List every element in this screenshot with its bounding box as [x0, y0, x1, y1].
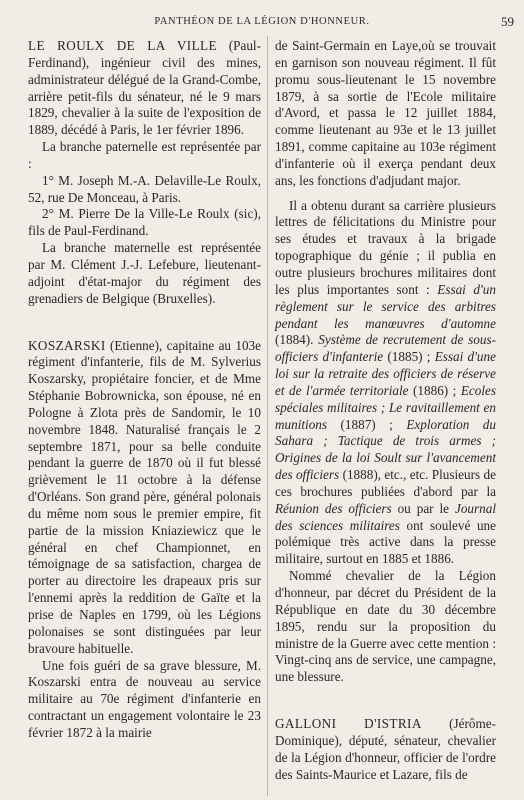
text: (1885) ; — [383, 349, 435, 365]
work-title: Ecoles spéciales militaires ; Le ravitaillement en munitions — [275, 382, 496, 432]
paragraph: Nommé chevalier de la Légion d'honneur, par décret du Président de la République en date du 30 décembre 1895, rendu sur la proposition du ministre de la Guerre avec cette mention : Vingt-cinq ans de service, une campagne, une blessure. — [275, 568, 496, 685]
text: Il a obtenu durant sa carrière plusieurs lettres de félicitations du Ministre pour ses études et travaux à la brigade topographique du génie ; il publia en outre plusieurs brochures militaires dont les plus importantes sont : — [275, 197, 496, 297]
journal-title: Réunion des officiers — [275, 500, 392, 516]
entry-name: LE ROULX DE LA VILLE — [28, 38, 217, 53]
work-title: Système de recrutement de sous-officiers d'infanterie — [275, 332, 496, 365]
paragraph: La branche paternelle est représentée par : — [28, 139, 261, 171]
entry-text: (Paul-Ferdinand), ingénieur civil des mines, administrateur délégué de la Grand-Combe, arrière petit-fils du sénateur, né le 9 mars 1829, chevalier à la suite de l'exposition de 1889, décédé à Paris, le 1er février 1896. — [28, 38, 261, 138]
running-title: PANTHÉON DE LA LÉGION D'HONNEUR. — [154, 16, 370, 27]
paragraph-publications — [275, 198, 496, 569]
entry-galloni — [275, 716, 496, 783]
entry-leroux — [28, 38, 261, 139]
work-title: Exploration du Sahara ; Tactique de trois armes ; Origines de la loi Soult sur l'avancement des officiers — [275, 416, 496, 483]
text: (1884). — [275, 332, 319, 348]
paragraph: de Saint-Germain en Laye,où se trouvait en garnison son nouveau régiment. Il fût promu sous-lieutenant le 15 novembre 1879, à sa sortie de l'Ecole militaire d'Avord, et passa le 12 juillet 1884, comme lieutenant au 93e et le 13 juillet 1891, comme capitaine au 103e régiment d'infanterie où il exerça pendant deux ans, les fonctions d'adjudant major. — [275, 38, 496, 188]
entry-text: (Etienne), capitaine au 103e régiment d'infanterie, fils de M. Sylverius Koszarsky, propiétaire foncier, et de Mme Stéphanie Bobrownicka, son épouse, né en Pologne à Zlota près de Sandomir, le 10 novembre 1848. Naturalisé français le 2 septembre 1871, pour sa belle conduite pendant la guerre de 1870 où il fut blessé grièvement le 11 octobre à la défense d'Orléans. Son grand père, général polonais du même nom sous le premier empire, fit partie de la mission Kniaziewicz que le général en chef Championnet, en témoignage de sa satisfaction, chargea de porter au directoire les drapeaux pris sur l'ennemi après la reddition de Gaïte et la prise de Naples en 1799, où les Légions polonaises se sont distinguées par leur bravoure habituelle. — [28, 337, 261, 656]
right-column — [275, 38, 496, 783]
column-divider — [267, 36, 268, 796]
work-title: Essai d'un règlement sur le service des arbitres pendant les manœuvres d'automne — [275, 281, 496, 331]
text: (1888), etc., etc. Plusieurs de ces brochures publiées d'abord par la — [275, 467, 496, 499]
list-item: 1° M. Joseph M.-A. Delaville-Le Roulx, 52, rue De Monceau, à Paris. — [28, 172, 261, 205]
text: ou par le — [391, 500, 455, 516]
text: (1886) ; — [408, 382, 461, 398]
text: ont soulevé une polémique très active dans la presse militaire, surtout en 1885 et 1886. — [275, 517, 496, 567]
text: (1887) ; — [327, 416, 407, 432]
entry-koszarski — [28, 338, 261, 658]
running-header — [0, 14, 524, 30]
left-column — [28, 38, 261, 742]
journal-title: Journal des sciences militaires — [275, 500, 496, 533]
entry-name: GALLONI D'ISTRIA — [275, 716, 422, 732]
entry-text: (Jérôme-Dominique), député, sénateur, chevalier de la Légion d'honneur, officier de l'ordre des Saints-Maurice et Lazare, fils de — [275, 716, 496, 782]
paragraph: Une fois guéri de sa grave blessure, M. Koszarski entra de nouveau au service militaire au 70e régiment d'infanterie en contractant un engagement volontaire le 23 février 1872 à la mairie — [28, 657, 261, 740]
entry-name: KOSZARSKI — [28, 337, 106, 353]
page-number: 59 — [501, 14, 514, 29]
list-item: 2° M. Pierre De la Ville-Le Roulx (sic), fils de Paul-Ferdinand. — [28, 206, 261, 239]
work-title: Essai d'une loi sur la retraite des officiers de réserve et de l'armée territoriale — [275, 349, 496, 398]
paragraph: La branche maternelle est représentée par M. Clément J.-J. Lefebure, lieutenant-adjoint d'état-major du régiment des grenadiers de Belgique (Bruxelles). — [28, 240, 261, 306]
